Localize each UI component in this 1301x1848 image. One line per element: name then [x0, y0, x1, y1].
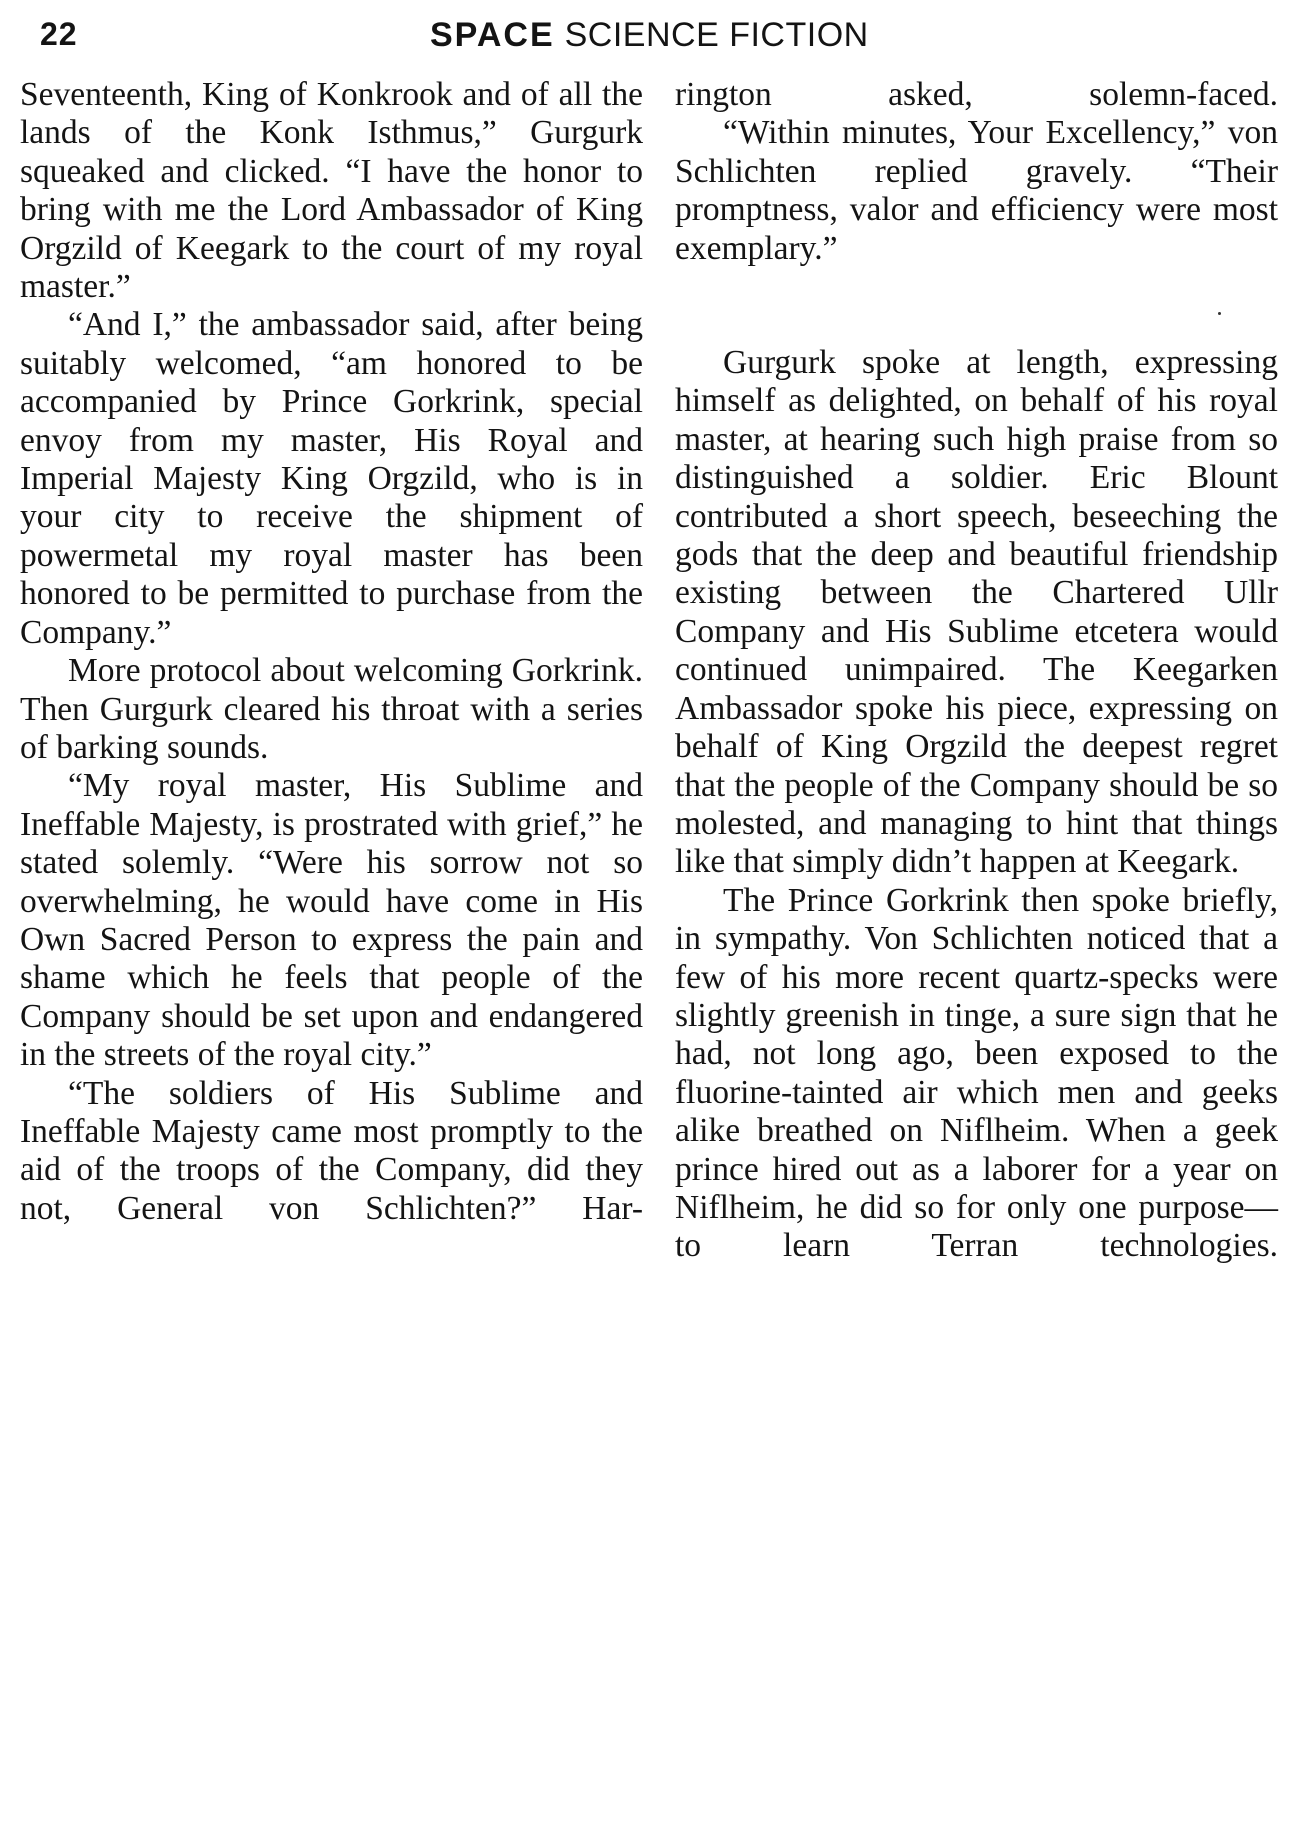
paragraph: “Within minutes, Your Excellency,” von Schlichten replied gravely. “Their promptness, valor and efficiency were most exemplary.” [675, 114, 1278, 267]
paragraph: “My royal master, His Sublime and Ineffable Majesty, is prostrated with grief,” he stated solemly. “Were his sorrow not so overwhelming, he would have come in His Own Sacred Person to express the pain and shame which he feels that people of the Company should be set upon and endangered in the streets of the royal city.” [20, 767, 643, 1074]
magazine-title-rest: SCIENCE FICTION [564, 16, 869, 54]
right-column [675, 76, 1278, 1266]
magazine-title-bold: SPACE [430, 16, 555, 54]
running-head [430, 16, 869, 55]
paragraph: The Prince Gorkrink then spoke briefly, in sympathy. Von Schlichten noticed that a few of his more recent quartz-specks were slightly greenish in tinge, a sure sign that he had, not long ago, been exposed to the fluorine-tainted air which men and geeks alike breathed on Niflheim. When a geek prince hired out as a laborer for a year on Niflheim, he did so for only one purpose—to learn Terran technologies. [675, 881, 1278, 1265]
section-break-mark [1218, 312, 1221, 315]
paragraph: Gurgurk spoke at length, expressing himself as delighted, on behalf of his royal master, at hearing such high praise from so distinguished a soldier. Eric Blount contributed a short speech, beseeching the gods that the deep and beautiful friendship existing between the Chartered Ullr Company and His Sublime etcetera would continued unimpaired. The Keegarken Ambassador spoke his piece, expressing on behalf of King Orgzild the deepest regret that the people of the Company should be so molested, and managing to hint that things like that simply didn’t happen at Keegark. [675, 344, 1278, 881]
paragraph: More protocol about welcoming Gorkrink. Then Gurgurk cleared his throat with a series of barking sounds. [20, 652, 643, 766]
paragraph: rington asked, solemn-faced. [675, 76, 1278, 113]
paragraph: “And I,” the ambassador said, after being suitably welcomed, “am honored to be accompanied by Prince Gorkrink, special envoy from my master, His Royal and Imperial Majesty King Orgzild, who is in your city to receive the shipment of powermetal my royal master has been honored to be permitted to purchase from the Company.” [20, 306, 643, 651]
paragraph: Seventeenth, King of Konkrook and of all the lands of the Konk Isthmus,” Gurgurk squeaked and clicked. “I have the honor to bring with me the Lord Ambassador of King Orgzild of Keegark to the court of my royal master.” [20, 76, 643, 306]
page-number: 22 [40, 16, 78, 52]
left-column [20, 76, 643, 1228]
page-header [40, 12, 1270, 70]
paragraph: “The soldiers of His Sublime and Ineffable Majesty came most promptly to the aid of the troops of the Company, did they not, General von Schlichten?” Har- [20, 1074, 643, 1227]
